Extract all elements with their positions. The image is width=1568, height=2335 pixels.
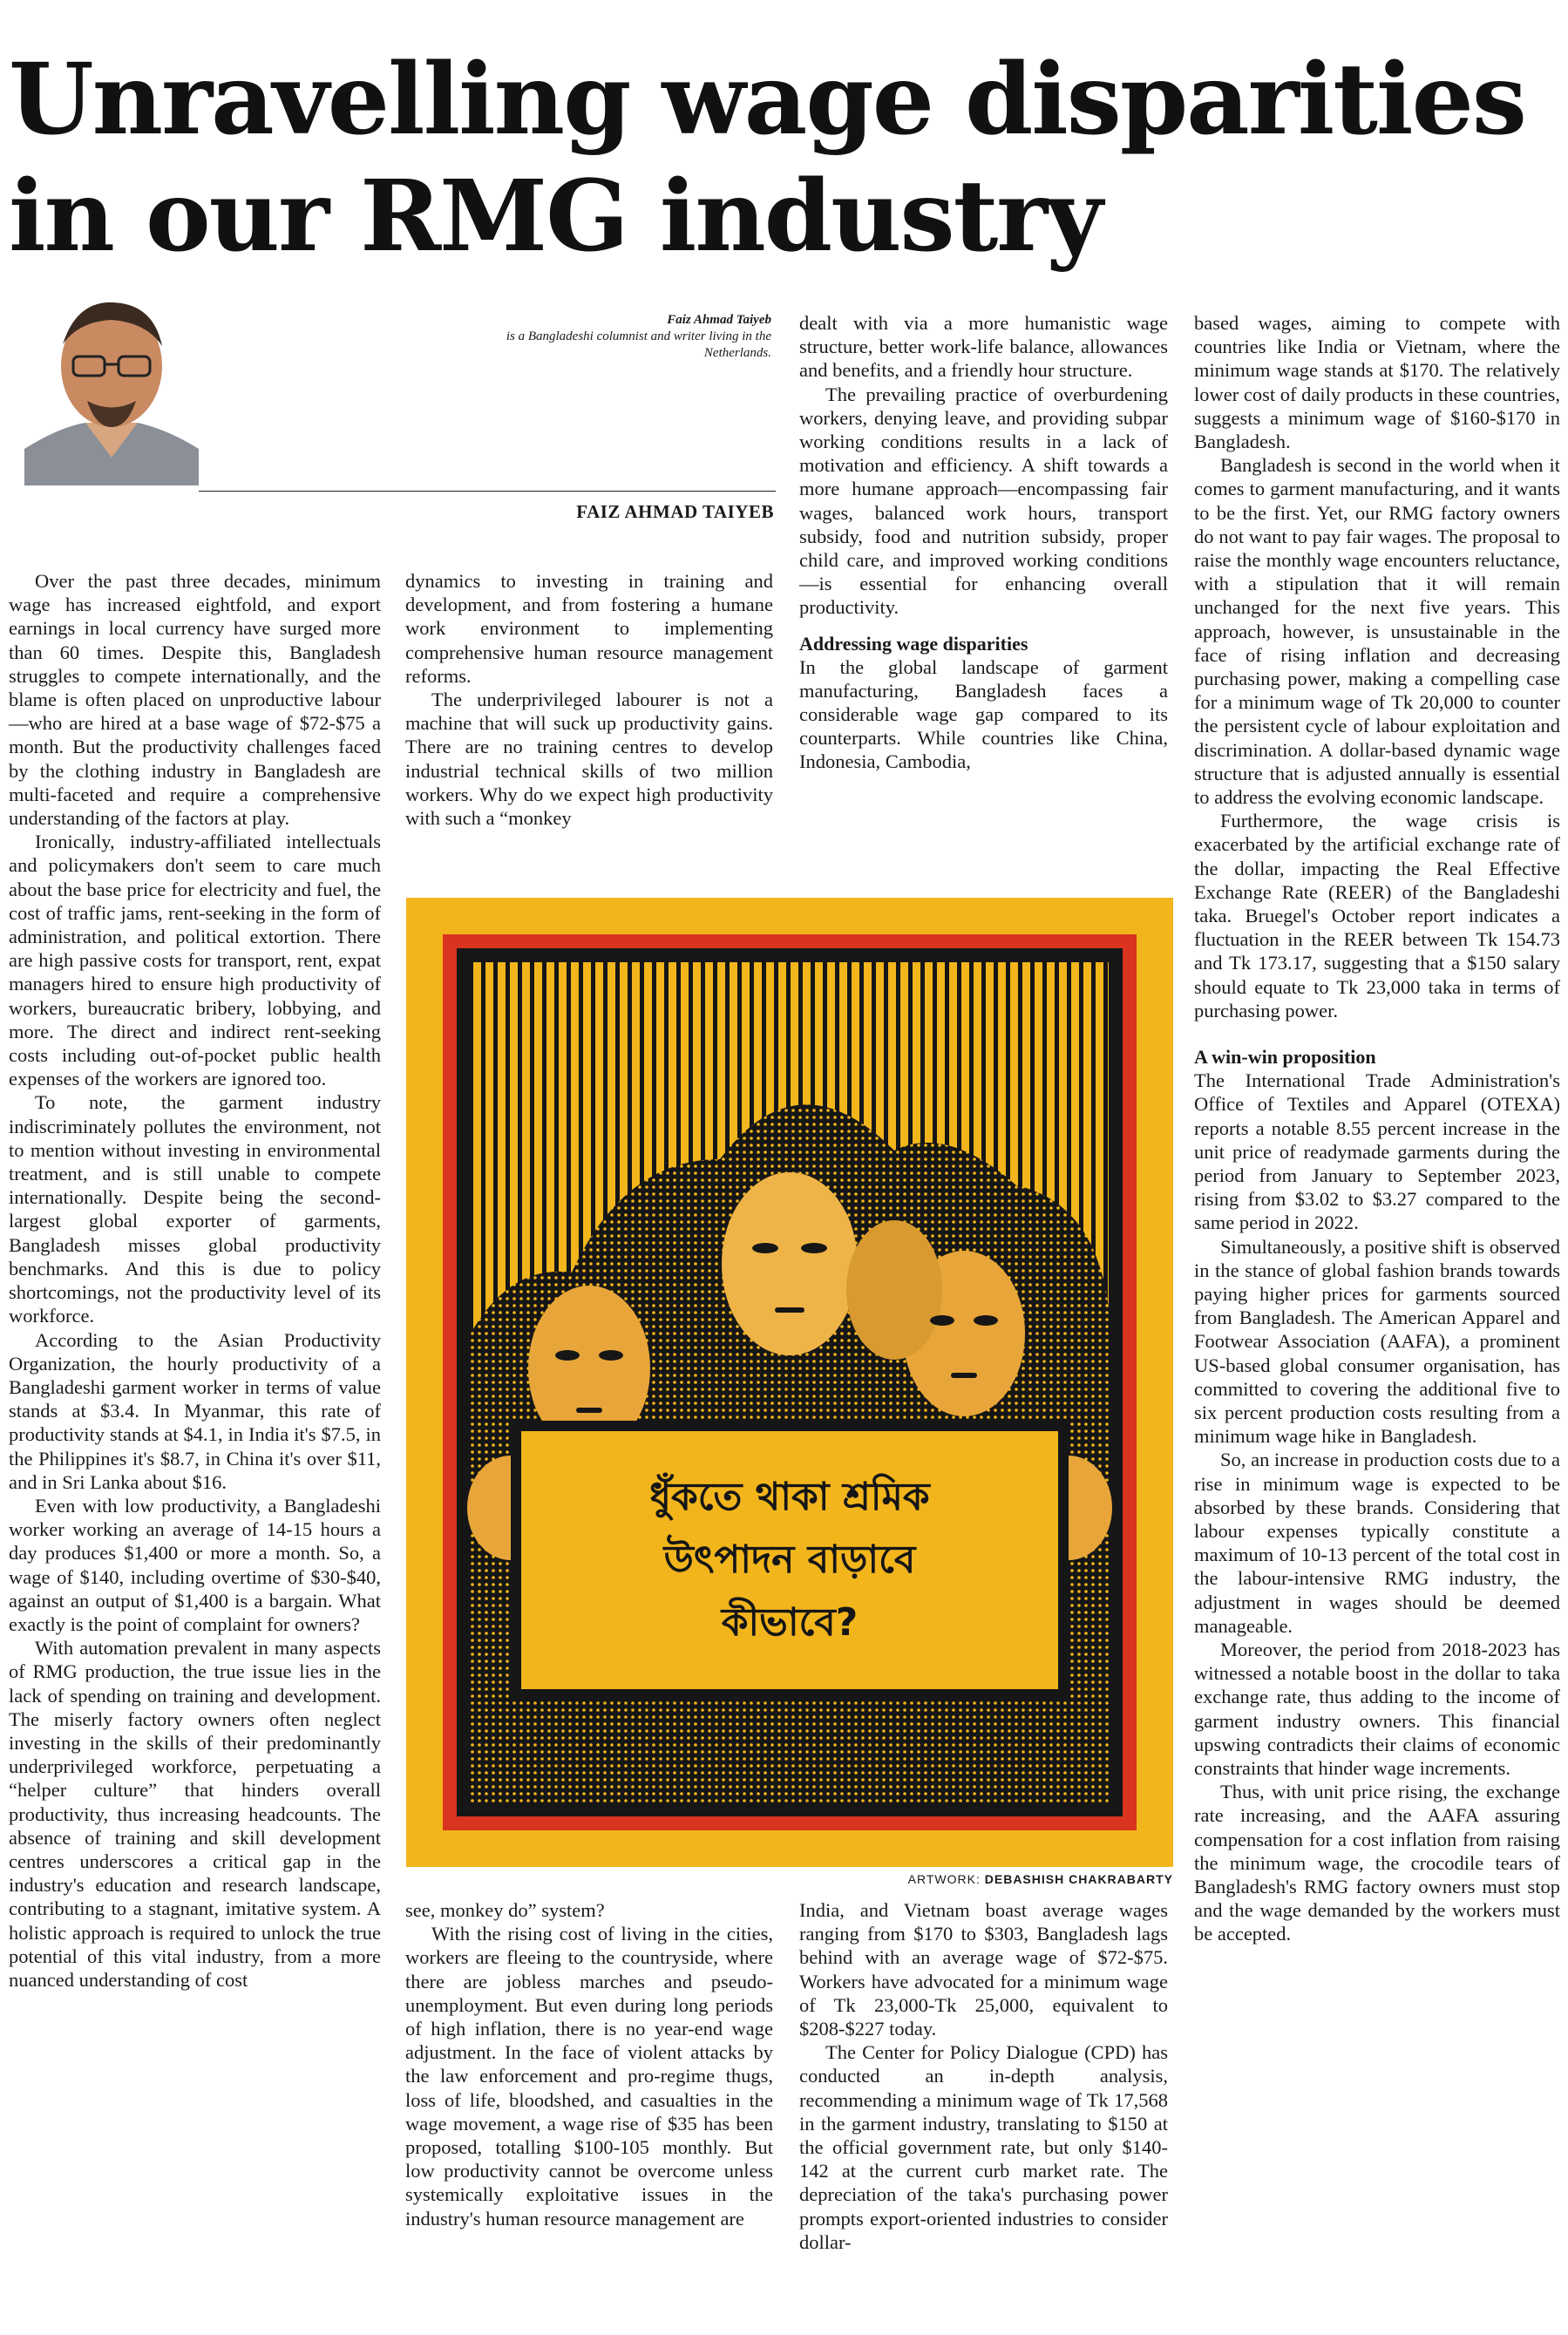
paragraph: In the global landscape of garment manufacturing, Bangladesh faces a considerable wage gap compared to its counterparts. While countries like China, Indonesia, Cambodia, [799, 655, 1168, 773]
paragraph: According to the Asian Productivity Organization, the hourly productivity of a Bangladeshi garment worker in terms of value stands at $3.4. In Myanmar, this rate of productivity stands at $4.1, in India it's $7.5, in the Philippines it's $8.7, in China it's over $11, and in Sri Lanka about $16. [9, 1328, 381, 1493]
artwork [406, 898, 1173, 1867]
column-2-top [405, 569, 773, 830]
headline: Unravelling wage disparities in our RMG industry [9, 43, 1525, 274]
paragraph: With automation prevalent in many aspects of RMG production, the true issue lies in the lack of spending on training and development. The miserly factory owners often neglect investing in the skills of their predominantly underprivileged workforce, perpetuating a “helper culture” that hinders overall productivity, thus increasing headcounts. The absence of training and skill development centres underscores a critical gap in the industry's education and research landscape, contributing to a stagnant, imitative system. A holistic approach is required to unlock the true potential of this vital industry, from a more nuanced understanding of cost [9, 1637, 381, 1991]
paragraph: Over the past three decades, minimum wage has increased eightfold, and export earnings in local currency have surged more than 60 times. Despite this, Bangladesh struggles to compete internationally, and the blame is often placed on unproductive labour—who are hired at a base wage of $72-$75 a month. But the productivity challenges faced by the clothing industry in Bangladesh are multi-faceted and require a comprehensive understanding of the factors at play. [9, 570, 381, 830]
sign-line-1: ধুঁকতে থাকা শ্রমিক [649, 1475, 930, 1519]
paragraph: So, an increase in production costs due to a rise in minimum wage is expected to be absorbed by these brands. Considering that labour expenses typically constitute a maximum of 10-13 percent of the total cost in the labour-intensive RMG industry, the adjustment in wages should be deemed manageable. [1194, 1449, 1560, 1637]
author-bio [484, 312, 771, 362]
paragraph: Ironically, industry-affiliated intellectuals and policymakers don't seem to care much about the base price for electricity and fuel, the cost of traffic jams, rent-seeking in the form of administration, and political extortion. There are high passive costs for transport, rent, expat managers hired to ensure high productivity of workers, bureaucratic bribery, lobbying, and more. The direct and indirect rent-seeking costs including out-of-pocket public health expenses of the workers are ignored too. [9, 831, 381, 1090]
author-photo [24, 283, 199, 485]
credit-label: ARTWORK: [907, 1872, 981, 1886]
column-3-bottom [799, 1898, 1168, 2254]
paragraph: The International Trade Administration's Office of Textiles and Apparel (OTEXA) reports a notable 8.55 percent increase in the unit price of readymade garments during the period from January to September 2023, rising from $3.02 to $3.27 compared to the same period in 2022. [1194, 1069, 1560, 1234]
paragraph: dynamics to investing in training and development, and from fostering a humane work environment to implementing comprehensive human resource management reforms. [405, 570, 773, 687]
author-bio-name: Faiz Ahmad Taiyeb [667, 313, 771, 327]
column-3-top [799, 311, 1168, 774]
author-bio-text: is a Bangladeshi columnist and writer living in the Netherlands. [506, 329, 771, 360]
author-name: FAIZ AHMAD TAIYEB [576, 501, 774, 522]
protest-sign [521, 1431, 1058, 1689]
author-portrait-icon [24, 283, 199, 485]
paragraph: Simultaneously, a positive shift is observed in the stance of global fashion brands towards paying higher prices for garments sourced from Bangladesh. The American Apparel and Footwear Association (AAFA), a prominent US-based global consumer organisation, has committed to covering the additional five to six percent production costs resulting from a minimum wage hike in Bangladesh. [1194, 1235, 1560, 1448]
paragraph: dealt with via a more humanistic wage structure, better work-life balance, allowances and benefits, and a friendly hour structure. [799, 312, 1168, 382]
column-1 [9, 569, 381, 1992]
paragraph: Moreover, the period from 2018-2023 has witnessed a notable boost in the dollar to taka exchange rate, thus adding to the income of garment industry owners. This financial upswing contradicts their claims of economic constraints that hinder wage increments. [1194, 1638, 1560, 1779]
paragraph: The Center for Policy Dialogue (CPD) has conducted an in-depth analysis, recommending a minimum wage of Tk 17,568 in the garment industry, translating to $150 at the official government rate, but only $140-142 at the current curb market rate. The depreciation of the taka's purchasing power prompts export-oriented industries to consider dollar- [799, 2041, 1168, 2253]
paragraph: To note, the garment industry indiscriminately pollutes the environment, not to mention without investing in environmental treatment, and is still unable to compete internationally. Despite being the second-largest global exporter of garments, Bangladesh misses global productivity benchmarks. And this is due to policy shortcomings, not the productivity level of its workforce. [9, 1091, 381, 1327]
paragraph: The prevailing practice of overburdening workers, denying leave, and providing subpar working conditions results in a lack of motivation and efficiency. A shift towards a more humane approach—encompassing fair wages, balanced work hours, transport subsidy, food and nutrition subsidy, proper child care, and improved working conditions—is essential for enhancing overall productivity. [799, 383, 1168, 619]
paragraph: The underprivileged labourer is not a machine that will suck up productivity gains. There are no training centres to develop industrial technical skills of two million workers. Why do we expect high productivity with such a “monkey [405, 689, 773, 830]
paragraph: Thus, with unit price rising, the exchange rate increasing, and the AAFA assuring compensation for a cost inflation from raising the minimum wage, the crocodile tears of Bangladesh's RMG factory owners must stop and the wage demanded by the workers must be accepted. [1194, 1781, 1560, 1945]
paragraph: Even with low productivity, a Bangladeshi worker working an average of 14-15 hours a day produces $1,400 or more a month. So, a wage of $140, including overtime of $30-$40, against an output of $1,400 is a bargain. What exactly is the point of complaint for owners? [9, 1494, 381, 1635]
section-heading: A win-win proposition [1194, 1046, 1376, 1069]
protest-illustration-icon [406, 898, 1173, 1867]
column-4 [1194, 311, 1560, 1946]
paragraph: India, and Vietnam boast average wages ranging from $170 to $303, Bangladesh lags behind with an average wage of $72-$75. Workers have advocated for a minimum wage of Tk 23,000-Tk 25,000, equivalent to $208-$227 today. [799, 1899, 1168, 2040]
paragraph: Bangladesh is second in the world when it comes to garment manufacturing, and it wants to be the first. Yet, our RMG factory owners do not want to pay fair wages. The proposal to raise the monthly wage encounters reluctance, with a stipulation that it will remain unchanged for the next five years. This approach, however, is unsustainable in the face of rising inflation and decreasing purchasing power, making a compelling case for a minimum wage of Tk 20,000 to counter the persistent cycle of labour exploitation and discrimination. A dollar-based dynamic wage structure that is adjusted annually is essential to address the evolving economic landscape. [1194, 454, 1560, 809]
sign-line-2: উৎপাদন বাড়াবে [663, 1537, 916, 1582]
paragraph: Furthermore, the wage crisis is exacerbated by the artificial exchange rate of the dollar, impacting the Real Effective Exchange Rate (REER) of the Bangladeshi taka. Bruegel's October report indicates a fluctuation in the REER between Tk 154.73 and Tk 173.17, suggesting that a $150 salary should equate to Tk 23,000 taka in terms of purchasing power. [1194, 810, 1560, 1022]
artwork-credit [845, 1872, 1173, 1886]
sign-line-3: কীভাবে? [721, 1600, 859, 1645]
paragraph: based wages, aiming to compete with countries like India or Vietnam, where the minimum wage stands at $170. The relatively lower cost of daily products in these countries, suggests a minimum wage of $160-$170 in Bangladesh. [1194, 312, 1560, 453]
byline-rule [199, 491, 776, 492]
credit-name: DEBASHISH CHAKRABARTY [984, 1872, 1173, 1886]
paragraph: With the rising cost of living in the cities, workers are fleeing to the countryside, where there are jobless marches and pseudo-unemployment. But even during long periods of high inflation, there is no year-end wage adjustment. In the face of violent attacks by the law enforcement and pro-regime thugs, loss of life, bloodshed, and casualties in the wage movement, a wage rise of $35 has been proposed, totalling $100-105 monthly. But low productivity cannot be overcome unless systemically exploitative issues in the industry's human resource management are [405, 1923, 773, 2230]
paragraph: see, monkey do” system? [405, 1899, 605, 1921]
section-heading: Addressing wage disparities [799, 632, 1028, 655]
column-2-bottom [405, 1898, 773, 2230]
